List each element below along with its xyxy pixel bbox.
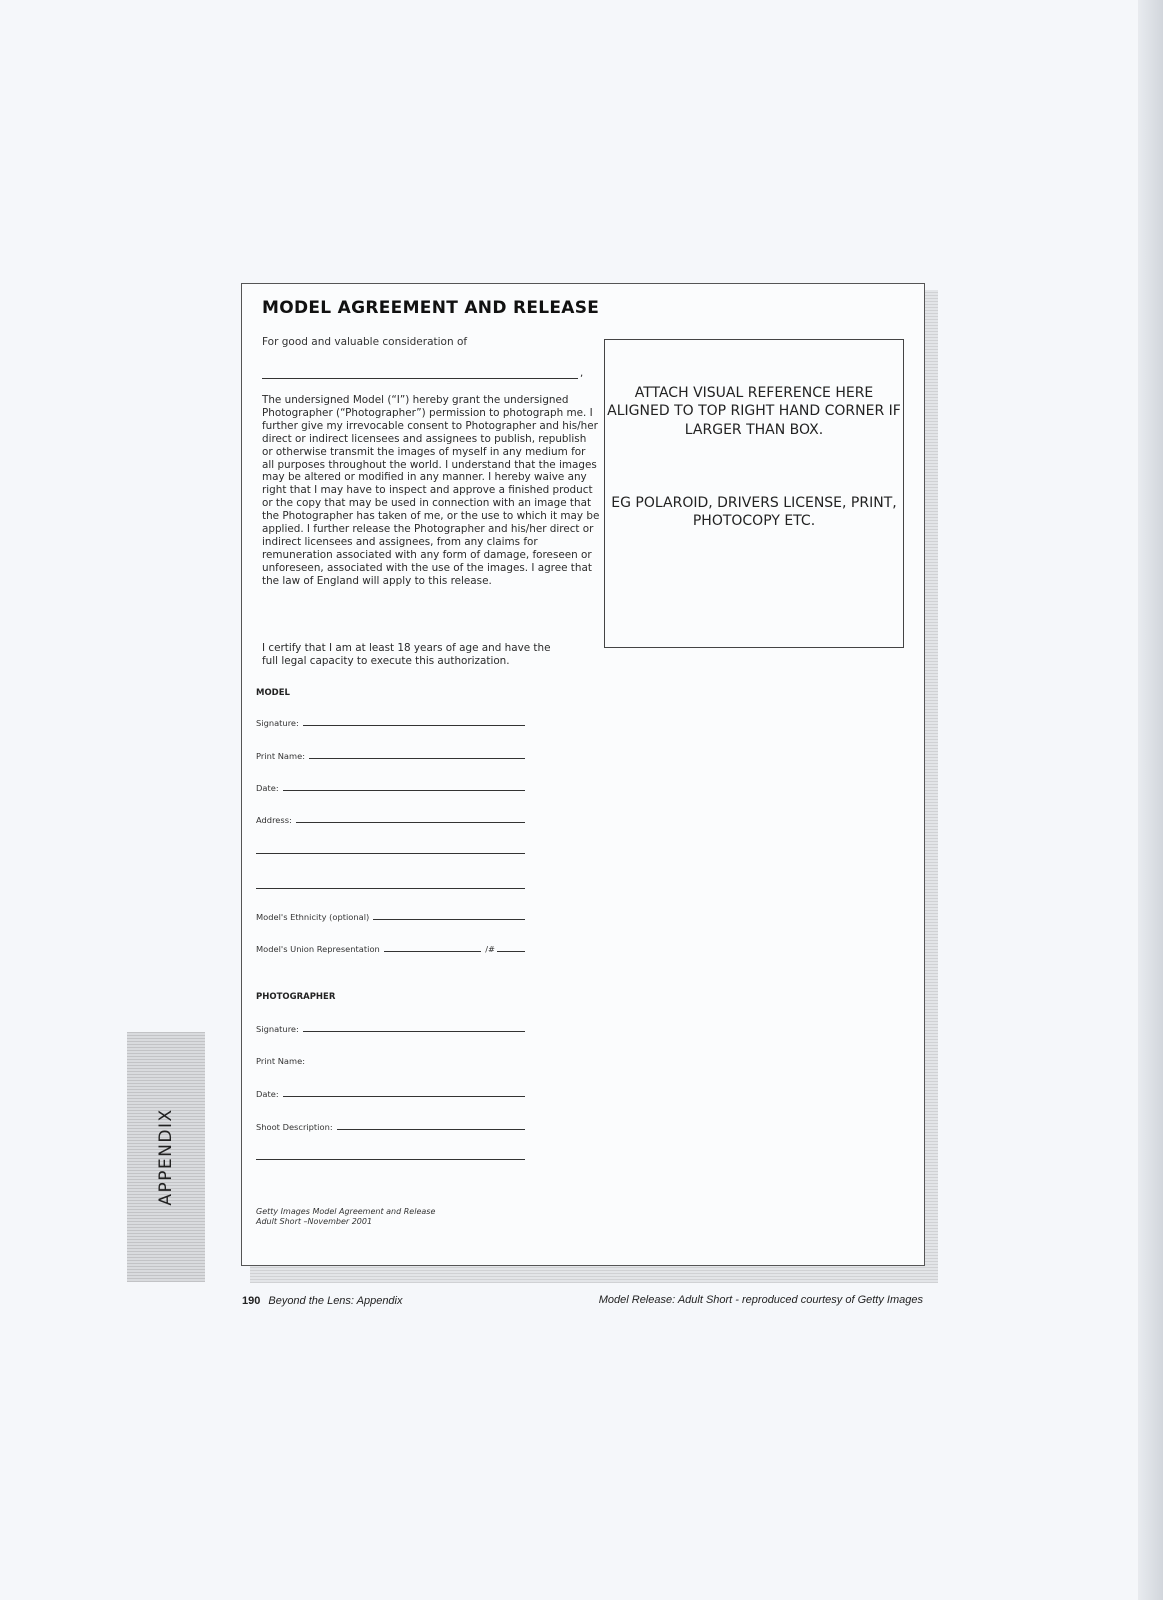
- photographer-date-field[interactable]: [256, 1085, 525, 1099]
- model-date-field[interactable]: [256, 779, 525, 793]
- photographer-print-name-label: Print Name:: [256, 1056, 305, 1066]
- form-footnote: [256, 1207, 435, 1227]
- photographer-signature-field[interactable]: [256, 1020, 525, 1034]
- attach-instructions: ATTACH VISUAL REFERENCE HERE ALIGNED TO TOP RIGHT HAND CORNER IF LARGER THAN BOX.: [607, 385, 901, 438]
- model-ethnicity-label: Model's Ethnicity (optional): [256, 912, 370, 922]
- visual-reference-box: [604, 339, 904, 648]
- shoot-description-field[interactable]: [256, 1118, 525, 1132]
- certify-paragraph: I certify that I am at least 18 years of age and have the full legal capacity to execute this authorization.: [262, 642, 551, 667]
- model-print-name-label: Print Name:: [256, 751, 305, 761]
- consideration-input-line[interactable]: [262, 378, 578, 379]
- union-number-label: /#: [485, 944, 495, 954]
- photographer-print-name-field[interactable]: [256, 1052, 525, 1066]
- form-title: MODEL AGREEMENT AND RELEASE: [262, 298, 600, 318]
- footnote-line-1: Getty Images Model Agreement and Release: [256, 1207, 436, 1216]
- page-footer-credit: Model Release: Adult Short - reproduced courtesy of Getty Images: [598, 1294, 923, 1306]
- model-union-field[interactable]: [256, 940, 525, 954]
- model-union-label: Model's Union Representation: [256, 944, 380, 954]
- photographer-section-heading: PHOTOGRAPHER: [256, 992, 336, 1002]
- appendix-side-tab: [127, 1032, 205, 1282]
- scan-edge-shadow: [1138, 0, 1163, 1600]
- release-body-paragraph: The undersigned Model (“I”) hereby grant the undersigned Photographer (“Photographer”) permission to photograph me. I further give my irrevocable consent to Photographer and his/her direct or indirect licensees and assignees to publish, republish or otherwise transmit the images of myself in any medium for all purposes throughout the world. I understand that the images may be altered or modified in any manner. I hereby waive any right that I may have to inspect and approve a finished product or the copy that may be used in connection with an image that the Photographer has taken of me, or the use to which it may be applied. I further release the Photographer and his/her direct or indirect licensees and assignees, from any claims for remuneration associated with any form of damage, foreseen or unforeseen, associated with the use of the images. I agree that the law of England will apply to this release.: [262, 394, 600, 587]
- page-number: 190: [242, 1295, 261, 1307]
- model-address-line-3[interactable]: [256, 888, 525, 889]
- model-release-form: [241, 283, 925, 1266]
- attach-examples: EG POLAROID, DRIVERS LICENSE, PRINT, PHOTOCOPY ETC.: [611, 495, 897, 530]
- page-footer-left: [242, 1294, 403, 1307]
- model-signature-label: Signature:: [256, 718, 299, 728]
- model-date-label: Date:: [256, 783, 279, 793]
- consideration-comma: ,: [580, 368, 584, 379]
- book-section-reference: Beyond the Lens: Appendix: [268, 1295, 403, 1307]
- photographer-date-label: Date:: [256, 1089, 279, 1099]
- model-section-heading: MODEL: [256, 688, 290, 698]
- shoot-description-label: Shoot Description:: [256, 1122, 333, 1132]
- model-signature-field[interactable]: [256, 714, 525, 728]
- appendix-tab-label: APPENDIX: [156, 1108, 176, 1206]
- model-address-line-2[interactable]: [256, 853, 525, 854]
- photographer-signature-label: Signature:: [256, 1024, 299, 1034]
- consideration-text: For good and valuable consideration of: [262, 336, 468, 348]
- model-address-field[interactable]: [256, 811, 525, 825]
- model-address-label: Address:: [256, 815, 292, 825]
- footnote-line-2: Adult Short –November 2001: [256, 1217, 373, 1226]
- model-ethnicity-field[interactable]: [256, 908, 525, 922]
- shoot-description-line-2[interactable]: [256, 1159, 525, 1160]
- model-print-name-field[interactable]: [256, 747, 525, 761]
